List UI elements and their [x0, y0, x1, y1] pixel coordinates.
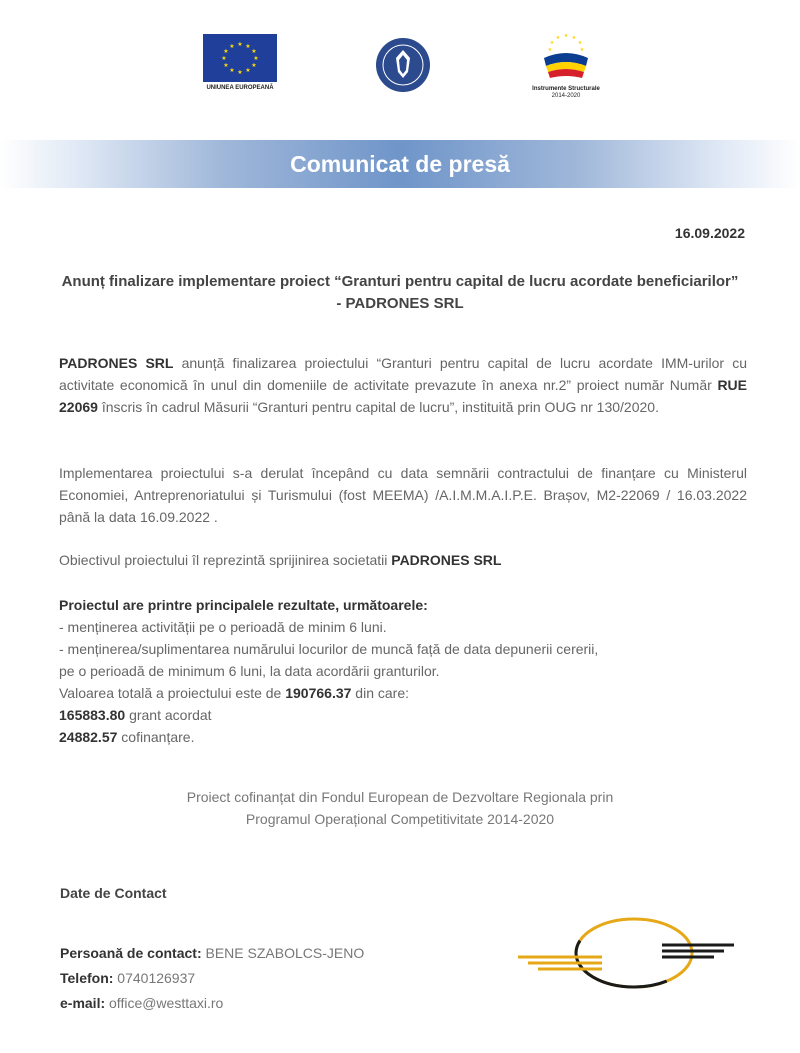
objective-company: PADRONES SRL — [391, 552, 502, 568]
contact-person — [60, 945, 560, 961]
announcement-text-a: anunță finalizarea proiectului “Granturi pentru capital de lucru acordate IMM-urilor cu activitate economică în unul din domeniile de activitate prevazute în anexa nr.2” proiect număr Număr — [59, 355, 748, 393]
west-taxi-logo-icon — [512, 915, 738, 993]
contact-phone — [60, 970, 560, 986]
result-item-1: - menținerea activității pe o perioadă de minim 6 luni. — [59, 619, 387, 635]
announcement-text-b: înscris în cadrul Măsurii “Granturi pentru capital de lucru”, instituită prin OUG nr 130/2020. — [97, 399, 659, 415]
grant-text: grant acordat — [125, 707, 212, 723]
contact-email-value: office@westtaxi.ro — [105, 995, 224, 1011]
cofinancing-line — [59, 726, 747, 748]
eu-caption: UNIUNEA EUROPEANĂ — [206, 85, 274, 91]
banner-title: Comunicat de presă — [290, 151, 510, 177]
svg-text:★: ★ — [245, 43, 251, 50]
svg-text:★: ★ — [555, 35, 561, 41]
contact-phone-label: Telefon: — [60, 970, 114, 986]
svg-text:★: ★ — [563, 33, 569, 39]
total-value-line — [59, 682, 747, 704]
results-lead: Proiectul are printre principalele rezultate, următoarele: — [59, 597, 428, 613]
contact-person-label: Persoană de contact: — [60, 945, 202, 961]
west-taxi-logo — [512, 915, 738, 993]
svg-text:★: ★ — [221, 55, 227, 62]
total-value-text: Valoarea totală a proiectului este de — [59, 685, 286, 701]
contact-title: Date de Contact — [60, 885, 167, 901]
svg-text:★: ★ — [547, 47, 553, 53]
results-section — [59, 594, 747, 748]
grant-line — [59, 704, 747, 726]
structural-instruments-caption: Instrumente Structurale — [532, 86, 600, 92]
cofinancing-note — [60, 786, 740, 830]
structural-instruments-years: 2014-2020 — [551, 93, 581, 99]
svg-text:★: ★ — [549, 40, 555, 46]
eu-logo — [203, 34, 277, 96]
grant-value: 165883.80 — [59, 707, 126, 723]
rue-number: RUE 22069 — [59, 377, 747, 415]
contact-email — [60, 995, 560, 1011]
svg-text:★: ★ — [579, 47, 585, 53]
svg-text:★: ★ — [251, 48, 257, 55]
svg-text:★: ★ — [223, 62, 229, 69]
svg-text:★: ★ — [223, 48, 229, 55]
cofinancing-text: cofinanțare. — [117, 729, 195, 745]
structural-instruments-logo — [526, 28, 606, 100]
structural-instruments-icon — [526, 28, 606, 86]
press-release-banner — [0, 140, 800, 188]
result-item-2b: pe o perioadă de minimum 6 luni, la data acordării granturilor. — [59, 663, 440, 679]
svg-text:★: ★ — [229, 43, 235, 50]
paragraph-objective — [59, 549, 747, 571]
svg-text:★: ★ — [253, 55, 259, 62]
total-value-suffix: din care: — [351, 685, 410, 701]
objective-text: Obiectivul proiectului îl reprezintă sprijinirea societatii — [59, 552, 392, 568]
release-date: 16.09.2022 — [674, 225, 745, 241]
svg-text:★: ★ — [245, 67, 251, 74]
contact-person-value: BENE SZABOLCS-JENO — [201, 945, 365, 961]
eu-flag-icon — [203, 34, 277, 82]
svg-text:★: ★ — [237, 69, 243, 76]
cofinancing-value: 24882.57 — [59, 729, 118, 745]
svg-text:★: ★ — [251, 62, 257, 69]
result-item-2a: - menținerea/suplimentarea numărului locurilor de muncă față de data depunerii cererii, — [59, 641, 599, 657]
paragraph-implementation: Implementarea proiectului s-a derulat începând cu data semnării contractului de finanțare cu Ministerul Economiei, Antreprenoriatului și Turismului (fost MEEMA) /A.I.M.M.A.I.P.E. Brașov, M2-22069 / 16.03.2022 până la data 16.09.2022 . — [59, 465, 747, 525]
paragraph-announcement — [59, 352, 747, 418]
romanian-government-logo — [374, 36, 432, 94]
total-value: 190766.37 — [285, 685, 352, 701]
svg-text:★: ★ — [571, 35, 577, 41]
svg-text:★: ★ — [237, 41, 243, 48]
headline: Anunț finalizare implementare proiect “Granturi pentru capital de lucru acordate beneficiarilor” - PADRONES SRL — [61, 273, 739, 312]
contact-phone-value: 0740126937 — [113, 970, 196, 986]
company-name: PADRONES SRL — [59, 355, 174, 371]
contact-email-label: e-mail: — [60, 995, 106, 1011]
cofinancing-note-line-1: Proiect cofinanțat din Fondul European de Dezvoltare Regionala prin — [186, 789, 614, 805]
cofinancing-note-line-2: Programul Operațional Competitivitate 2014-2020 — [245, 811, 555, 827]
svg-text:★: ★ — [229, 67, 235, 74]
svg-text:★: ★ — [577, 40, 583, 46]
